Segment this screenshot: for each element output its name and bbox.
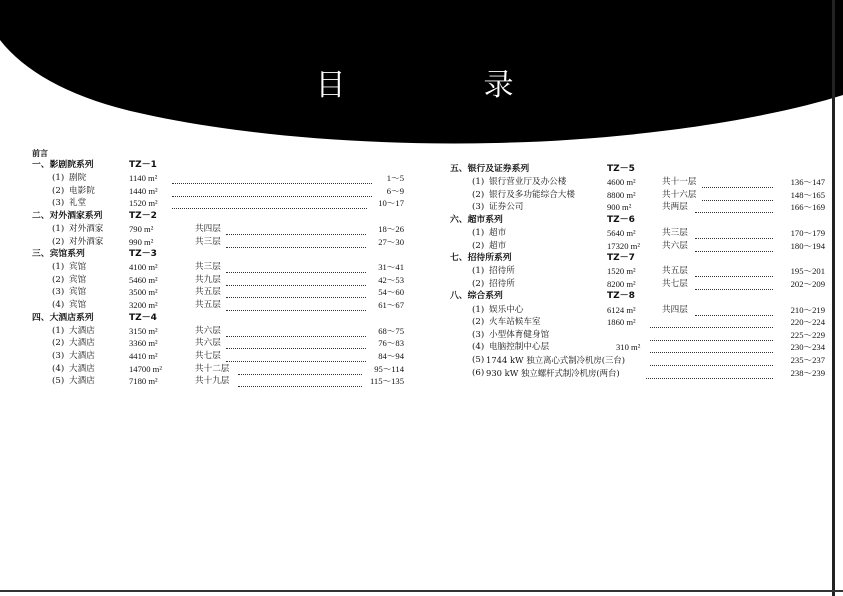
section-title: 三、宾馆系列 (32, 249, 85, 260)
entry-pages: 148～165 (790, 189, 825, 200)
toc-entry[interactable] (32, 236, 412, 249)
entry-area: 4600 m² (607, 177, 636, 188)
entry-pages: 238～239 (790, 367, 825, 378)
entry-pages: 84～94 (378, 350, 404, 361)
section-code: TZ－7 (607, 253, 635, 264)
entry-area: 17320 m² (607, 240, 640, 251)
entry-pages: 202～209 (790, 278, 825, 289)
entry-pages: 180～194 (790, 240, 825, 251)
leader-dots (650, 334, 773, 341)
section-code: TZ－5 (607, 164, 635, 174)
entry-pages: 195～201 (790, 266, 825, 277)
entry-number: (1) (52, 325, 65, 336)
entry-area: 8200 m² (607, 278, 636, 289)
toc-right-column (450, 163, 825, 379)
entry-number: (1) (52, 173, 65, 184)
entry-area: 5460 m² (129, 274, 158, 285)
entry-floors: 共十九层 (195, 376, 230, 387)
leader-dots (226, 355, 366, 362)
entry-pages: 6～9 (386, 185, 404, 196)
section-code: TZ－1 (129, 160, 157, 170)
leader-dots (650, 359, 773, 366)
entry-pages: 76～83 (378, 338, 404, 349)
section-header (32, 159, 412, 172)
leader-dots (226, 291, 366, 298)
leader-dots (650, 346, 773, 353)
entry-number: (4) (472, 342, 485, 353)
entry-number: (1) (472, 266, 485, 277)
toc-entry[interactable] (450, 176, 825, 189)
leader-dots (172, 202, 367, 209)
entry-number: (3) (52, 198, 65, 209)
entry-number: (3) (472, 202, 485, 213)
entry-floors: 共九层 (195, 274, 221, 285)
section-header (450, 290, 825, 303)
entry-area: 790 m² (129, 223, 154, 234)
entry-pages: 220～224 (790, 317, 825, 328)
leader-dots (172, 190, 372, 197)
toc-entry[interactable] (32, 375, 412, 388)
entry-name: 大酒店 (69, 363, 95, 374)
entry-name: 银行及多功能综合大楼 (489, 189, 575, 200)
toc-entry[interactable] (32, 337, 412, 350)
entry-name: 银行营业厅及办公楼 (489, 177, 567, 188)
entry-number: (5) (52, 376, 65, 387)
entry-name: 大酒店 (69, 338, 95, 349)
section-title: 八、综合系列 (450, 291, 503, 302)
entry-area: 7180 m² (129, 376, 158, 387)
entry-area: 310 m² (616, 342, 641, 353)
leader-dots (226, 241, 366, 248)
entry-name: 电脑控制中心层 (489, 342, 550, 353)
leader-dots (702, 181, 773, 188)
leader-dots (226, 330, 366, 337)
section-header (450, 163, 825, 176)
entry-number: (3) (52, 350, 65, 361)
entry-number: (5) (472, 354, 485, 365)
entry-name: 宾馆 (69, 300, 87, 311)
entry-name: 招待所 (489, 266, 515, 277)
entry-floors: 共五层 (195, 300, 221, 311)
toc-entry[interactable] (32, 325, 412, 338)
entry-number: (2) (472, 189, 485, 200)
entry-floors: 共十六层 (662, 189, 697, 200)
leader-dots (226, 228, 366, 235)
entry-floors: 共六层 (662, 240, 688, 251)
entry-area: 3500 m² (129, 287, 158, 298)
entry-pages: 18～26 (378, 223, 404, 234)
section-header (450, 252, 825, 265)
entry-number: (3) (52, 287, 65, 298)
section-title: 六、超市系列 (450, 214, 503, 225)
entry-area: 3150 m² (129, 325, 158, 336)
section-title: 二、对外酒家系列 (32, 210, 103, 221)
toc-entry[interactable] (32, 286, 412, 299)
toc-entry[interactable] (450, 240, 825, 253)
entry-area: 8800 m² (607, 189, 636, 200)
entry-pages: 10～17 (378, 198, 404, 209)
section-header (32, 248, 412, 261)
entry-name: 大酒店 (69, 325, 95, 336)
entry-number: (2) (472, 278, 485, 289)
leader-dots (695, 309, 773, 316)
entry-floors: 共十二层 (195, 363, 230, 374)
entry-number: (1) (52, 223, 65, 234)
entry-number: (4) (52, 300, 65, 311)
entry-area: 1520 m² (129, 198, 158, 209)
toc-entry[interactable] (32, 350, 412, 363)
entry-name: 剧院 (69, 173, 87, 184)
entry-floors: 共三层 (662, 227, 688, 238)
toc-entry[interactable] (32, 185, 412, 198)
entry-number: (3) (472, 329, 485, 340)
entry-name: 礼堂 (69, 198, 87, 209)
entry-number: (2) (52, 236, 65, 247)
entry-pages: 136～147 (790, 177, 825, 188)
entry-area: 990 m² (129, 236, 154, 247)
entry-pages: 54～60 (378, 287, 404, 298)
entry-pages: 68～75 (378, 325, 404, 336)
entry-name: 电影院 (69, 185, 95, 196)
entry-name: 证券公司 (489, 202, 524, 213)
toc-entry[interactable] (32, 197, 412, 210)
entry-number: (2) (52, 185, 65, 196)
entry-name: 宾馆 (69, 274, 87, 285)
leader-dots (695, 232, 773, 239)
entry-floors: 共三层 (195, 262, 221, 273)
toc-entry[interactable] (32, 223, 412, 236)
entry-pages: 170～179 (790, 227, 825, 238)
entry-floors: 共两层 (662, 202, 688, 213)
entry-area: 3360 m² (129, 338, 158, 349)
section-title: 一、影剧院系列 (32, 160, 94, 170)
page-edge-bottom (0, 590, 843, 592)
entry-number: (2) (52, 338, 65, 349)
section-title: 五、银行及证券系列 (450, 164, 530, 174)
section-code: TZ－8 (607, 291, 635, 302)
entry-name: 超市 (489, 240, 507, 251)
entry-floors: 共四层 (195, 223, 221, 234)
entry-pages: 42～53 (378, 274, 404, 285)
entry-name: 大酒店 (69, 376, 95, 387)
toc-entry[interactable] (450, 304, 825, 317)
entry-pages: 27～30 (378, 236, 404, 247)
entry-name: 1744 kW 独立离心式制冷机房(三台) (486, 354, 625, 365)
entry-name: 宾馆 (69, 287, 87, 298)
leader-dots (702, 194, 773, 201)
toc-entry[interactable] (450, 227, 825, 240)
entry-number: (1) (472, 304, 485, 315)
leader-dots (226, 342, 366, 349)
entry-name: 对外酒家 (69, 236, 104, 247)
entry-pages: 1～5 (386, 173, 404, 184)
leader-dots (226, 266, 366, 273)
entry-area: 4410 m² (129, 350, 158, 361)
entry-name: 宾馆 (69, 262, 87, 273)
section-header (32, 312, 412, 325)
entry-floors: 共十一层 (662, 177, 697, 188)
section-title: 七、招待所系列 (450, 253, 512, 264)
entry-area: 1860 m² (607, 317, 636, 328)
section-code: TZ－3 (129, 249, 157, 260)
toc-entry[interactable] (450, 354, 825, 367)
entry-number: (2) (472, 317, 485, 328)
toc-entry[interactable] (450, 341, 825, 354)
entry-area: 4100 m² (129, 262, 158, 273)
toc-entry[interactable] (32, 363, 412, 376)
entry-name: 超市 (489, 227, 507, 238)
entry-area: 900 m² (607, 202, 632, 213)
entry-area: 5640 m² (607, 227, 636, 238)
toc-left-column (32, 148, 412, 388)
entry-floors: 共六层 (195, 338, 221, 349)
entry-area: 1440 m² (129, 185, 158, 196)
entry-pages: 31～41 (378, 262, 404, 273)
entry-floors: 共四层 (662, 304, 688, 315)
entry-pages: 235～237 (790, 354, 825, 365)
leader-dots (226, 304, 366, 311)
entry-name: 小型体育健身馆 (489, 329, 550, 340)
entry-name: 娱乐中心 (489, 304, 524, 315)
leader-dots (695, 206, 773, 213)
entry-name: 930 kW 独立螺杆式制冷机房(两台) (486, 367, 620, 378)
section-title: 四、大酒店系列 (32, 312, 94, 323)
entry-floors: 共三层 (195, 236, 221, 247)
entry-number: (1) (52, 262, 65, 273)
entry-number: (6) (472, 367, 485, 378)
leader-dots (238, 368, 362, 375)
toc-entry[interactable] (450, 201, 825, 214)
leader-dots (695, 245, 773, 252)
leader-dots (226, 279, 366, 286)
preface-entry[interactable]: 前言 (32, 149, 48, 158)
leader-dots (650, 321, 773, 328)
toc-entry[interactable] (32, 274, 412, 287)
leader-dots (695, 283, 773, 290)
entry-name: 招待所 (489, 278, 515, 289)
toc-entry[interactable] (450, 367, 825, 380)
toc-entry[interactable] (450, 189, 825, 202)
toc-entry[interactable] (450, 278, 825, 291)
section-code: TZ－4 (129, 312, 157, 323)
entry-number: (2) (52, 274, 65, 285)
page-edge-right (832, 0, 835, 596)
entry-pages: 61～67 (378, 300, 404, 311)
toc-entry[interactable] (32, 172, 412, 185)
leader-dots (695, 270, 773, 277)
entry-floors: 共五层 (195, 287, 221, 298)
leader-dots (646, 372, 773, 379)
entry-pages: 225～229 (790, 329, 825, 340)
entry-pages: 115～135 (369, 376, 404, 387)
entry-pages: 166～169 (790, 202, 825, 213)
section-code: TZ－2 (129, 210, 157, 221)
entry-name: 对外酒家 (69, 223, 104, 234)
entry-floors: 共六层 (195, 325, 221, 336)
toc-entry[interactable] (450, 265, 825, 278)
entry-number: (4) (52, 363, 65, 374)
entry-area: 1520 m² (607, 266, 636, 277)
section-header (450, 214, 825, 227)
entry-number: (1) (472, 227, 485, 238)
entry-area: 14700 m² (129, 363, 162, 374)
section-header (32, 210, 412, 223)
toc-entry[interactable] (32, 299, 412, 312)
leader-dots (238, 380, 362, 387)
entry-number: (1) (472, 177, 485, 188)
section-code: TZ－6 (607, 214, 635, 225)
entry-floors: 共五层 (662, 266, 688, 277)
entry-name: 火车站候车室 (489, 317, 541, 328)
entry-area: 3200 m² (129, 300, 158, 311)
entry-pages: 210～219 (790, 304, 825, 315)
toc-entry[interactable] (450, 316, 825, 329)
entry-floors: 共七层 (662, 278, 688, 289)
entry-number: (2) (472, 240, 485, 251)
page-title: 目 录 (315, 68, 568, 103)
toc-entry[interactable] (450, 329, 825, 342)
entry-name: 大酒店 (69, 350, 95, 361)
toc-entry[interactable] (32, 261, 412, 274)
entry-pages: 230～234 (790, 342, 825, 353)
entry-pages: 95～114 (374, 363, 404, 374)
entry-floors: 共七层 (195, 350, 221, 361)
leader-dots (172, 177, 372, 184)
entry-area: 1140 m² (129, 173, 158, 184)
entry-area: 6124 m² (607, 304, 636, 315)
